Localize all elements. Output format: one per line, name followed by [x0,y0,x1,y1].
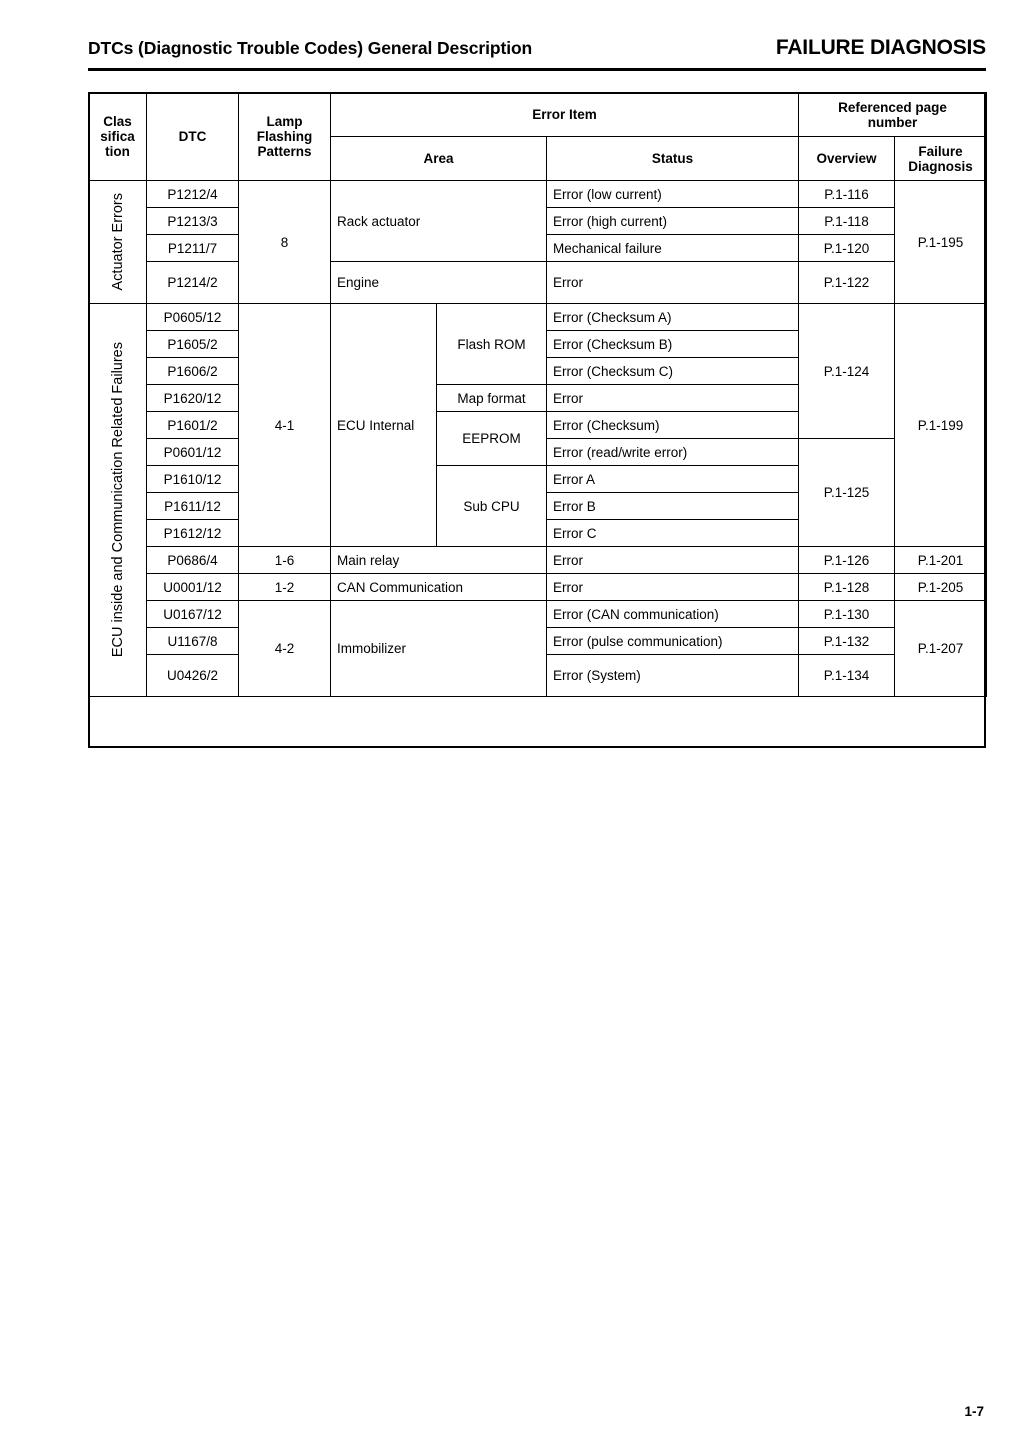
cell-dtc: P0601/12 [147,439,239,466]
cell-status: Error (Checksum C) [547,358,799,385]
cell-area: CAN Communication [331,574,547,601]
th-error-item: Error Item [331,93,799,137]
cell-dtc: P0686/4 [147,547,239,574]
table-row [89,181,987,208]
dtc-table [88,92,987,697]
cell-overview-page: P.1-124 [799,304,895,439]
page-header [88,36,986,60]
page-number: 1-7 [964,1404,984,1419]
header-left-title: DTCs (Diagnostic Trouble Codes) General Description [88,38,533,58]
cell-area: Engine [331,262,547,304]
th-classification-line3: tion [105,144,130,159]
cell-status: Error (System) [547,655,799,697]
cell-dtc: P1612/12 [147,520,239,547]
th-refpage-line1: Referenced page [838,99,947,115]
cell-overview-page: P.1-126 [799,547,895,574]
cell-overview-page: P.1-132 [799,628,895,655]
cell-status: Error (Checksum A) [547,304,799,331]
cell-overview-page: P.1-116 [799,181,895,208]
cell-overview-page: P.1-118 [799,208,895,235]
th-refpage-line2: number [867,114,918,130]
th-lamp-flashing-patterns [239,93,331,181]
cell-failure-diagnosis-page: P.1-207 [895,601,987,697]
cell-overview-page: P.1-130 [799,601,895,628]
header-divider [88,68,986,71]
cell-lamp-pattern: 4-1 [239,304,331,547]
header-right-title: FAILURE DIAGNOSIS [775,36,986,59]
cell-sub-area: Flash ROM [437,304,547,385]
cell-overview-page: P.1-120 [799,235,895,262]
table-row [89,601,987,628]
cell-dtc: P1620/12 [147,385,239,412]
cell-failure-diagnosis-page: P.1-199 [895,304,987,547]
cell-dtc: P1606/2 [147,358,239,385]
cell-failure-diagnosis-page: P.1-195 [895,181,987,304]
cell-overview-page: P.1-125 [799,439,895,547]
th-overview: Overview [799,137,895,181]
cell-dtc: P1212/4 [147,181,239,208]
cell-lamp-pattern: 1-2 [239,574,331,601]
cell-failure-diagnosis-page: P.1-201 [895,547,987,574]
table-row [89,262,987,304]
th-classification-line1: Clas [103,114,132,129]
cell-overview-page: P.1-122 [799,262,895,304]
cell-overview-page: P.1-128 [799,574,895,601]
cell-area: Rack actuator [331,181,547,262]
cell-classification-ecu-communication [89,304,147,697]
cell-area: Immobilizer [331,601,547,697]
classification-label: Actuator Errors [109,193,126,291]
cell-status: Error B [547,493,799,520]
cell-dtc: P1611/12 [147,493,239,520]
table-row [89,304,987,331]
cell-classification-actuator-errors [89,181,147,304]
th-referenced-page-number [799,93,987,137]
cell-dtc: P1211/7 [147,235,239,262]
th-status: Status [547,137,799,181]
cell-dtc: P1214/2 [147,262,239,304]
th-lamp-line2: Flashing [256,129,313,144]
cell-status: Error [547,385,799,412]
cell-dtc: P1601/2 [147,412,239,439]
th-dtc: DTC [147,93,239,181]
cell-sub-area: Map format [437,385,547,412]
cell-area: Main relay [331,547,547,574]
cell-dtc: U0167/12 [147,601,239,628]
cell-status: Error [547,262,799,304]
cell-status: Error (pulse communication) [547,628,799,655]
th-lamp-line3: Patterns [257,144,312,159]
cell-status: Error A [547,466,799,493]
th-classification [89,93,147,181]
classification-label: ECU inside and Communication Related Failures [109,342,126,658]
th-failure-diagnosis [895,137,987,181]
cell-area: ECU Internal [331,304,437,547]
table-row [89,574,987,601]
cell-lamp-pattern: 1-6 [239,547,331,574]
th-area: Area [331,137,547,181]
cell-status: Error [547,574,799,601]
cell-status: Error [547,547,799,574]
cell-status: Error (read/write error) [547,439,799,466]
cell-dtc: P1213/3 [147,208,239,235]
cell-dtc: P0605/12 [147,304,239,331]
cell-failure-diagnosis-page: P.1-205 [895,574,987,601]
cell-dtc: U0001/12 [147,574,239,601]
cell-status: Mechanical failure [547,235,799,262]
cell-status: Error (low current) [547,181,799,208]
cell-sub-area: EEPROM [437,412,547,466]
cell-lamp-pattern: 8 [239,181,331,304]
th-failure-line1: Failure [918,143,963,159]
cell-dtc: U0426/2 [147,655,239,697]
cell-lamp-pattern: 4-2 [239,601,331,697]
th-failure-line2: Diagnosis [908,158,973,174]
cell-sub-area: Sub CPU [437,466,547,547]
cell-status: Error C [547,520,799,547]
th-lamp-line1: Lamp [266,114,303,129]
cell-status: Error (Checksum B) [547,331,799,358]
cell-dtc: P1605/2 [147,331,239,358]
cell-dtc: U1167/8 [147,628,239,655]
table-row [89,547,987,574]
cell-status: Error (Checksum) [547,412,799,439]
cell-overview-page: P.1-134 [799,655,895,697]
cell-dtc: P1610/12 [147,466,239,493]
cell-status: Error (high current) [547,208,799,235]
cell-status: Error (CAN communication) [547,601,799,628]
th-classification-line2: sifica [100,129,135,144]
